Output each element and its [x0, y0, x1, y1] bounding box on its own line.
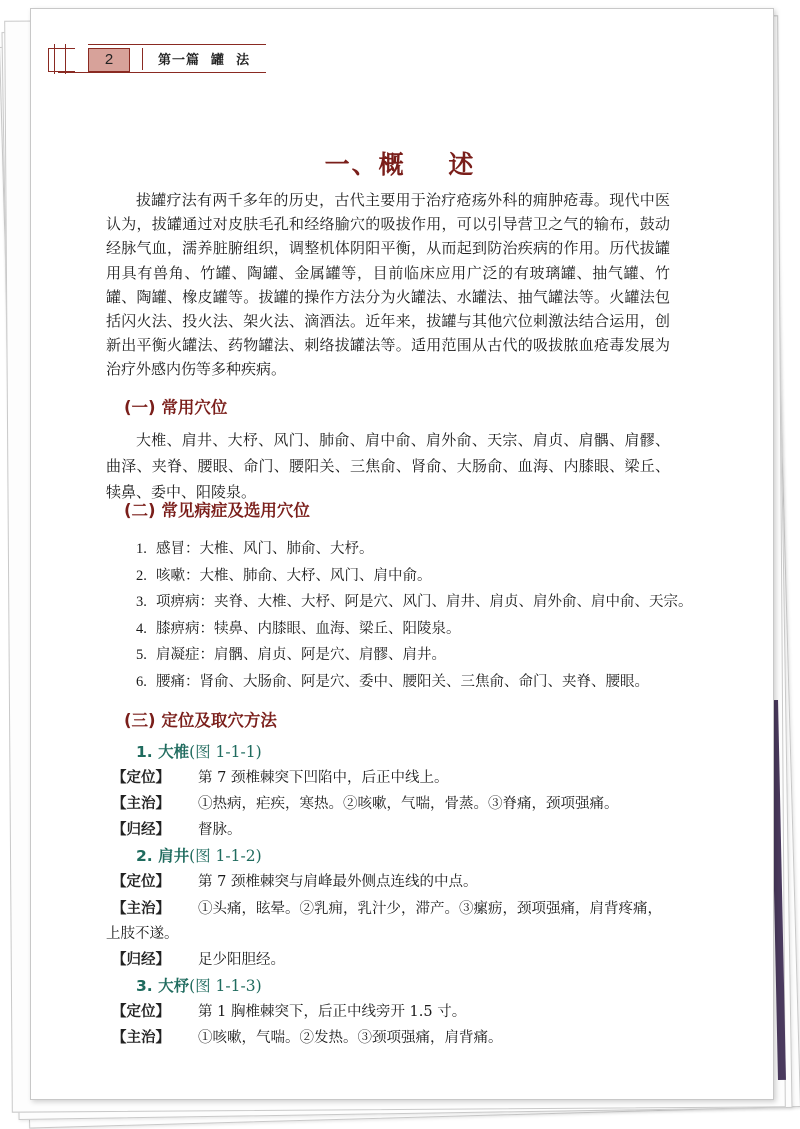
chapter-title: 一、概 述	[324, 150, 476, 179]
section-heading-location: (三) 定位及取穴方法	[124, 711, 277, 730]
page-number: 2	[88, 48, 130, 72]
list-item: 1. 感冒：大椎、风门、肺俞、大杼。	[136, 541, 374, 557]
part-title: 第一篇 罐 法	[158, 53, 251, 68]
point-location: 【定位】 第 1 胸椎棘突下，后正中线旁开 1.5 寸。	[112, 1004, 467, 1020]
point-title-dazhu: 3. 大杼(图 1-1-3)	[136, 977, 262, 995]
point-indication: 【主治】 ①咳嗽，气喘。②发热。③颈项强痛，肩背痛。	[112, 1030, 503, 1046]
section-heading-acupoints: (一) 常用穴位	[124, 398, 228, 417]
list-item: 2. 咳嗽：大椎、肺俞、大杼、风门、肩中俞。	[136, 567, 432, 584]
point-location: 【定位】 第 7 颈椎棘突下凹陷中，后正中线上。	[112, 770, 449, 786]
list-item: 5. 肩凝症：肩髃、肩贞、阿是穴、肩髎、肩井。	[136, 647, 446, 663]
header-rule-bottom	[58, 72, 266, 73]
acupoint-list-paragraph: 大椎、肩井、大杼、风门、肺俞、肩中俞、肩外俞、天宗、肩贞、肩髃、肩髎、曲泽、夹脊、腰眼、命门、腰阳关、三焦俞、肾俞、大肠俞、血海、内膝眼、梁丘、犊鼻、委中、阳陵泉。	[106, 431, 670, 501]
header-divider	[142, 48, 143, 70]
header-rule-top	[88, 44, 266, 45]
point-indication: 【主治】 ①头痛，眩晕。②乳痈，乳汁少，滞产。③瘰疬，颈项强痛，肩背疼痛，上肢不遂。	[106, 901, 662, 942]
disease-list	[136, 536, 693, 695]
point-title-dazhui: 1. 大椎(图 1-1-1)	[136, 743, 262, 761]
point-location: 【定位】 第 7 颈椎棘突与肩峰最外侧点连线的中点。	[112, 874, 478, 890]
list-item: 4. 膝痹病：犊鼻、内膝眼、血海、梁丘、阳陵泉。	[136, 620, 461, 637]
section-heading-diseases: (二) 常见病症及选用穴位	[124, 501, 310, 520]
figure-ref: (图 1-1-3)	[189, 977, 262, 995]
point-indication: 【主治】 ①热病，疟疾，寒热。②咳嗽，气喘，骨蒸。③脊痛，颈项强痛。	[112, 796, 619, 812]
figure-ref: (图 1-1-2)	[189, 847, 262, 865]
header-ornament-icon	[48, 48, 75, 72]
intro-paragraph: 拔罐疗法有两千多年的历史，古代主要用于治疗疮疡外科的痈肿疮毒。现代中医认为，拔罐通过对皮肤毛孔和经络腧穴的吸拔作用，可以引导营卫之气的输布，鼓动经脉气血，濡养脏腑组织，调整机体阴阳平衡，从而起到防治疾病的作用。历代拔罐用具有兽角、竹罐、陶罐、金属罐等，目前临床应用广泛的有玻璃罐、抽气罐、竹罐、陶罐、橡皮罐等。拔罐的操作方法分为火罐法、水罐法、抽气罐法等。火罐法包括闪火法、投火法、架火法、滴酒法。近年来，拔罐与其他穴位刺激法结合运用，创新出平衡火罐法、药物罐法、刺络拔罐法等。适用范围从古代的吸拔脓血疮毒发展为治疗外感内伤等多种疾病。	[106, 191, 670, 379]
page-header	[48, 44, 268, 74]
point-meridian: 【归经】 足少阳胆经。	[112, 952, 285, 968]
point-meridian: 【归经】 督脉。	[112, 822, 242, 838]
list-item: 3. 项痹病：夹脊、大椎、大杼、阿是穴、风门、肩井、肩贞、肩外俞、肩中俞、天宗。	[136, 594, 693, 610]
point-title-jianjing: 2. 肩井(图 1-1-2)	[136, 847, 262, 865]
figure-ref: (图 1-1-1)	[189, 743, 262, 761]
list-item: 6. 腰痛：肾俞、大肠俞、阿是穴、委中、腰阳关、三焦俞、命门、夹脊、腰眼。	[136, 673, 649, 690]
